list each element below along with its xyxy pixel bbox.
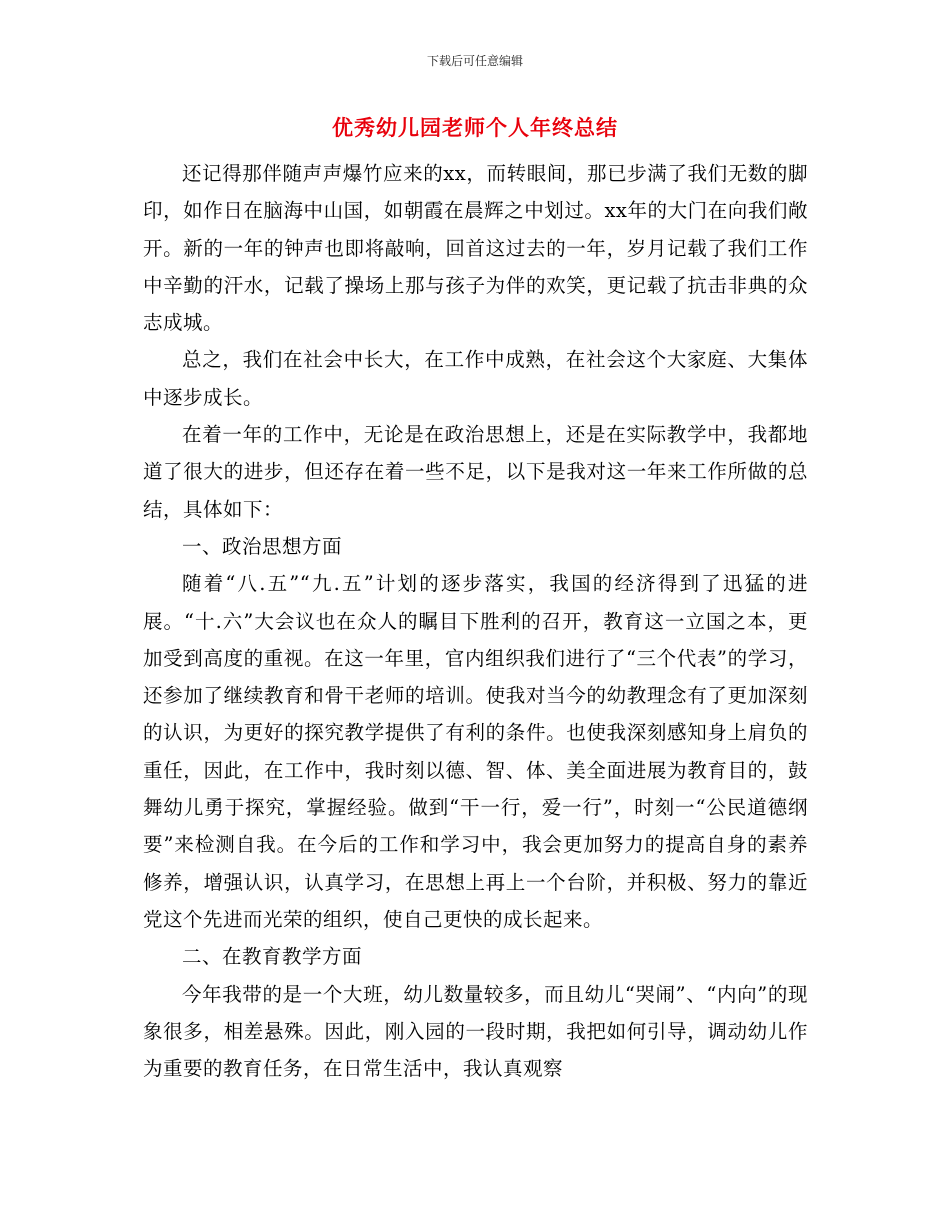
page-header: 下载后可任意编辑 <box>426 54 523 68</box>
section-heading-political: 一、政治思想方面 <box>182 534 343 558</box>
section-heading-teaching: 二、在教育教学方面 <box>182 945 363 969</box>
document-body <box>143 155 808 1087</box>
paragraph-political: 随着“八.五”“九.五”计划的逐步落实，我国的经济得到了迅猛的进展。“十.六”大会议也在众人的瞩目下胜利的召开，教育这一立国之本，更加受到高度的重视。在这一年里，官内组织我们进行了“三个代表”的学习，还参加了继续教育和骨干老师的培训。使我对当今的幼教理念有了更加深刻的认识，为更好的探究教学提供了有利的条件。也使我深刻感知身上肩负的重任，因此，在工作中，我时刻以德、智、体、美全面进展为教育目的，鼓舞幼儿勇于探究，掌握经验。做到“干一行，爱一行”，时刻一“公民道德纲要”来检测自我。在今后的工作和学习中，我会更加努力的提高自身的素养修养，增强认识，认真学习，在思想上再上一个台阶，并积极、努力的靠近党这个先进而光荣的组织，使自己更快的成长起来。 <box>143 572 808 931</box>
paragraph-summary: 总之，我们在社会中长大，在工作中成熟，在社会这个大家庭、大集体中逐步成长。 <box>143 348 808 409</box>
paragraph-overview: 在着一年的工作中，无论是在政治思想上，还是在实际教学中，我都地道了很大的进步，但还存在着一些不足，以下是我对这一年来工作所做的总结，具体如下： <box>143 423 808 521</box>
paragraph-intro: 还记得那伴随声声爆竹应来的xx，而转眼间，那已步满了我们无数的脚印，如作日在脑海中山国，如朝霞在晨辉之中划过。xx年的大门在向我们敞开。新的一年的钟声也即将敲响，回首这过去的一年，岁月记载了我们工作中辛勤的汗水，记载了操场上那与孩子为伴的欢笑，更记载了抗击非典的众志成城。 <box>143 162 808 335</box>
paragraph-teaching: 今年我带的是一个大班，幼儿数量较多，而且幼儿“哭闹”、“内向”的现象很多，相差悬殊。因此，刚入园的一段时期，我把如何引导，调动幼儿作为重要的教育任务，在日常生活中，我认真观察 <box>143 982 808 1081</box>
document-title: 优秀幼儿园老师个人年终总结 <box>332 115 618 140</box>
